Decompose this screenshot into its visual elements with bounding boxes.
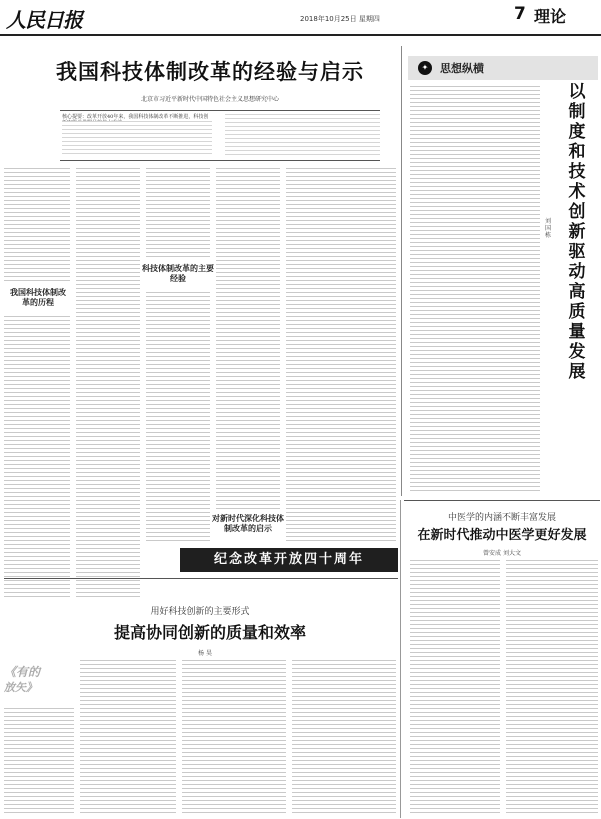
anniversary-banner: 纪念改革开放四十周年 bbox=[180, 548, 398, 572]
bottom-article-col-1 bbox=[4, 708, 74, 816]
page-number: 7 bbox=[514, 4, 526, 24]
bottom-article-kicker: 用好科技创新的主要形式 bbox=[150, 607, 250, 617]
main-subhead-3: 对新时代深化科技体制改革的启示 bbox=[212, 514, 284, 533]
right-article-authors: 曾安成 刘大文 bbox=[483, 550, 521, 557]
main-subhead-1: 我国科技体制改革的历程 bbox=[10, 288, 66, 307]
main-article-title: 我国科技体制改革的经验与启示 bbox=[56, 60, 364, 84]
column-author: 刘国栋 bbox=[545, 218, 552, 239]
main-body-col-3b bbox=[146, 292, 210, 542]
main-body-col-1 bbox=[4, 168, 70, 282]
column-label-line-1: 《有的 bbox=[4, 665, 41, 679]
section-rule bbox=[4, 578, 398, 579]
abstract-text-lines-right bbox=[225, 114, 380, 155]
main-body-col-4 bbox=[216, 168, 280, 512]
main-body-col-2 bbox=[76, 168, 140, 600]
right-article-kicker: 中医学的内涵不断丰富发展 bbox=[447, 513, 556, 523]
right-rule bbox=[404, 500, 600, 501]
column-label-line-2: 放矢》 bbox=[4, 681, 37, 694]
section-name: 理论 bbox=[534, 7, 567, 26]
lightbulb-icon: ✦ bbox=[418, 61, 432, 75]
column-banner bbox=[408, 56, 598, 80]
main-body-col-3 bbox=[146, 168, 210, 260]
dateline: 2018年10月25日 星期四 bbox=[300, 15, 380, 23]
abstract-rule-bottom bbox=[60, 160, 380, 161]
abstract-text-lines-left bbox=[62, 121, 212, 155]
bottom-article-title: 提高协同创新的质量和效率 bbox=[113, 623, 306, 642]
bottom-article-col-3 bbox=[182, 660, 286, 816]
bottom-article-author: 杨 昊 bbox=[198, 650, 212, 657]
main-body-col-1b bbox=[4, 316, 70, 600]
column-headline: 以制度和技术创新驱动高质量发展 bbox=[568, 82, 586, 382]
main-article-byline: 北京市习近平新时代中国特色社会主义思想研究中心 bbox=[140, 96, 279, 103]
abstract-rule-top bbox=[60, 110, 380, 111]
right-article-title: 在新时代推动中医学更好发展 bbox=[417, 528, 587, 543]
main-body-col-5 bbox=[286, 168, 396, 542]
column-label-logo bbox=[4, 664, 58, 704]
right-article-col-1 bbox=[410, 560, 500, 816]
masthead bbox=[0, 0, 601, 36]
column-name: 思想纵横 bbox=[440, 62, 484, 75]
bottom-article-col-2 bbox=[80, 660, 176, 816]
bottom-article-col-4 bbox=[292, 660, 396, 816]
main-subhead-2: 科技体制改革的主要经验 bbox=[142, 264, 214, 283]
right-article-col-2 bbox=[506, 560, 598, 816]
main-article-abstract: 核心提要：改革开放40年来，我国科技体制改革不断推进，科技创 bbox=[62, 114, 209, 120]
page-divider bbox=[400, 500, 401, 818]
newspaper-logo: 人民日报 bbox=[6, 8, 82, 32]
column-body bbox=[410, 86, 540, 492]
